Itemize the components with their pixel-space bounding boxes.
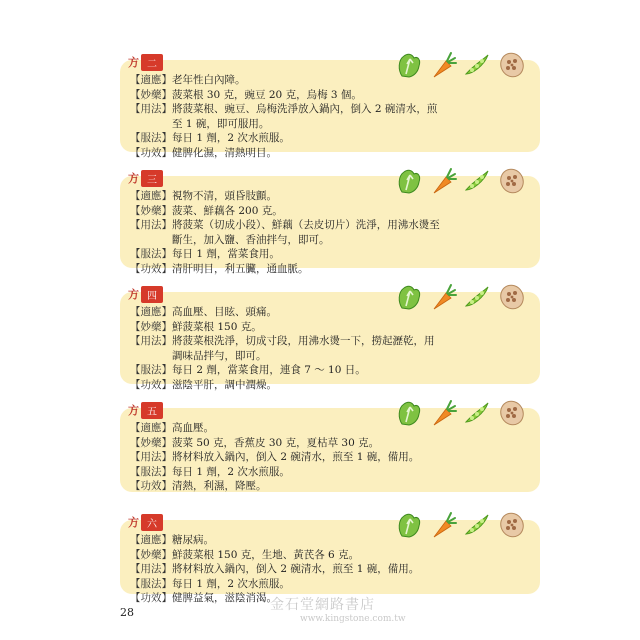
row-value-fufa: 每日 1 劑，2 次水煎服。 bbox=[172, 465, 290, 478]
row-value-shiying: 視物不清，頭昏肢顫。 bbox=[172, 190, 277, 202]
recipe-row-gongxiao bbox=[130, 262, 440, 277]
recipe-row-shiying bbox=[130, 421, 440, 436]
recipe-rows bbox=[130, 189, 440, 276]
recipe-header bbox=[128, 402, 163, 418]
recipe-card bbox=[120, 288, 540, 391]
row-label-shiying: 【適應】 bbox=[130, 306, 172, 318]
recipe-row-yongfa bbox=[130, 334, 440, 363]
recipe-row-yongfa bbox=[130, 102, 440, 131]
row-value-yongfa: 將菠菜（切成小段）、鮮藕（去皮切片）洗淨，用沸水燙至斷生，加入鹽、香油拌勻，即可。 bbox=[172, 219, 440, 246]
row-value-shiying: 高血壓、目眩、頭痛。 bbox=[172, 306, 277, 318]
row-value-fufa: 每日 1 劑，當菜食用。 bbox=[172, 248, 280, 260]
fang-label: 方 bbox=[128, 516, 139, 529]
recipe-number: 五 bbox=[141, 402, 163, 419]
recipe-card bbox=[120, 172, 540, 275]
recipe-card bbox=[120, 516, 540, 604]
row-label-miaoyao: 【妙藥】 bbox=[130, 436, 172, 449]
row-label-gongxiao: 【功效】 bbox=[130, 480, 172, 492]
recipe-row-gongxiao bbox=[130, 146, 440, 161]
row-value-gongxiao: 健脾益氣，滋陰消渴。 bbox=[172, 592, 277, 604]
recipe-row-yongfa bbox=[130, 450, 440, 465]
row-value-shiying: 高血壓。 bbox=[172, 422, 214, 434]
row-value-gongxiao: 健脾化濕，清熱明目。 bbox=[172, 146, 277, 159]
row-value-miaoyao: 鮮菠菜根 150 克，生地、黃芪各 6 克。 bbox=[172, 548, 360, 561]
row-label-shiying: 【適應】 bbox=[130, 422, 172, 434]
recipe-rows bbox=[130, 73, 440, 160]
row-label-fufa: 【服法】 bbox=[130, 577, 172, 590]
fang-label: 方 bbox=[128, 56, 139, 69]
row-value-yongfa: 將菠菜根、豌豆、烏梅洗淨放入鍋內，倒入 2 碗清水，煎至 1 碗，即可服用。 bbox=[172, 103, 438, 130]
fang-label: 方 bbox=[128, 404, 139, 417]
recipe-row-miaoyao bbox=[130, 548, 440, 563]
row-label-yongfa: 【用法】 bbox=[130, 219, 172, 231]
row-value-yongfa: 將材料放入鍋內，倒入 2 碗清水，煎至 1 碗，備用。 bbox=[172, 451, 420, 463]
recipe-row-yongfa bbox=[130, 562, 440, 577]
row-label-yongfa: 【用法】 bbox=[130, 335, 172, 347]
recipe-row-gongxiao bbox=[130, 479, 440, 494]
recipe-row-shiying bbox=[130, 73, 440, 88]
row-label-gongxiao: 【功效】 bbox=[130, 592, 172, 604]
recipe-row-fufa bbox=[130, 131, 440, 146]
row-label-miaoyao: 【妙藥】 bbox=[130, 204, 172, 217]
row-value-gongxiao: 清肝明目，利五臟，通血脈。 bbox=[172, 262, 309, 275]
recipe-number: 三 bbox=[141, 170, 163, 187]
row-value-shiying: 老年性白內障。 bbox=[172, 74, 246, 86]
row-label-yongfa: 【用法】 bbox=[130, 563, 172, 575]
row-value-miaoyao: 菠菜 50 克，香蕉皮 30 克，夏枯草 30 克。 bbox=[172, 436, 380, 449]
pea-pod-icon bbox=[462, 50, 492, 80]
recipe-number: 四 bbox=[141, 286, 163, 303]
row-label-miaoyao: 【妙藥】 bbox=[130, 88, 172, 101]
row-value-gongxiao: 清熱，利濕，降壓。 bbox=[172, 480, 267, 492]
pea-pod-icon bbox=[462, 166, 492, 196]
row-label-shiying: 【適應】 bbox=[130, 190, 172, 202]
lotus-root-icon bbox=[496, 510, 526, 540]
recipe-rows bbox=[130, 305, 440, 392]
row-value-yongfa: 將材料放入鍋內，倒入 2 碗清水，煎至 1 碗，備用。 bbox=[172, 563, 420, 575]
row-label-yongfa: 【用法】 bbox=[130, 103, 172, 115]
recipe-row-fufa bbox=[130, 465, 440, 480]
recipe-row-gongxiao bbox=[130, 378, 440, 393]
row-label-miaoyao: 【妙藥】 bbox=[130, 548, 172, 561]
row-label-gongxiao: 【功效】 bbox=[130, 378, 172, 391]
recipe-row-shiying bbox=[130, 305, 440, 320]
row-label-fufa: 【服法】 bbox=[130, 248, 172, 260]
fang-label: 方 bbox=[128, 288, 139, 301]
row-label-miaoyao: 【妙藥】 bbox=[130, 320, 172, 333]
row-value-gongxiao: 滋陰平肝，調中潤燥。 bbox=[172, 378, 277, 391]
row-label-gongxiao: 【功效】 bbox=[130, 262, 172, 275]
recipe-row-shiying bbox=[130, 189, 440, 204]
row-value-miaoyao: 鮮菠菜根 150 克。 bbox=[172, 320, 262, 333]
row-value-miaoyao: 菠菜、鮮藕各 200 克。 bbox=[172, 204, 283, 217]
fang-label: 方 bbox=[128, 172, 139, 185]
watermark: 金石堂網路書店 bbox=[270, 597, 375, 613]
recipe-row-fufa bbox=[130, 577, 440, 592]
pea-pod-icon bbox=[462, 398, 492, 428]
recipe-card bbox=[120, 404, 540, 492]
recipe-row-miaoyao bbox=[130, 436, 440, 451]
recipe-header bbox=[128, 170, 163, 186]
recipe-row-shiying bbox=[130, 533, 440, 548]
row-label-fufa: 【服法】 bbox=[130, 132, 172, 144]
pea-pod-icon bbox=[462, 510, 492, 540]
row-value-shiying: 糖尿病。 bbox=[172, 534, 214, 546]
lotus-root-icon bbox=[496, 398, 526, 428]
recipe-number: 二 bbox=[141, 54, 163, 71]
row-value-yongfa: 將菠菜根洗淨，切成寸段，用沸水燙一下，撈起瀝乾，用調味品拌勻，即可。 bbox=[172, 335, 435, 362]
row-label-shiying: 【適應】 bbox=[130, 74, 172, 86]
recipe-row-miaoyao bbox=[130, 204, 440, 219]
page-number: 28 bbox=[120, 606, 134, 619]
row-value-miaoyao: 菠菜根 30 克，豌豆 20 克，烏梅 3 個。 bbox=[172, 88, 362, 101]
lotus-root-icon bbox=[496, 166, 526, 196]
row-label-fufa: 【服法】 bbox=[130, 364, 172, 376]
watermark-url: www.kingstone.com.tw bbox=[300, 614, 406, 624]
recipe-header bbox=[128, 514, 163, 530]
recipe-row-yongfa bbox=[130, 218, 440, 247]
recipe-header bbox=[128, 54, 163, 70]
recipe-number: 六 bbox=[141, 514, 163, 531]
row-label-yongfa: 【用法】 bbox=[130, 451, 172, 463]
row-value-fufa: 每日 1 劑，2 次水煎服。 bbox=[172, 132, 290, 144]
row-value-fufa: 每日 2 劑，當菜食用，連食 7 ～ 10 日。 bbox=[172, 364, 366, 376]
lotus-root-icon bbox=[496, 50, 526, 80]
pea-pod-icon bbox=[462, 282, 492, 312]
recipe-card bbox=[120, 56, 540, 159]
row-label-shiying: 【適應】 bbox=[130, 534, 172, 546]
recipe-header bbox=[128, 286, 163, 302]
recipe-rows bbox=[130, 421, 440, 494]
recipe-row-fufa bbox=[130, 247, 440, 262]
lotus-root-icon bbox=[496, 282, 526, 312]
recipe-row-miaoyao bbox=[130, 320, 440, 335]
row-value-fufa: 每日 1 劑，2 次水煎服。 bbox=[172, 577, 290, 590]
recipe-row-fufa bbox=[130, 363, 440, 378]
row-label-gongxiao: 【功效】 bbox=[130, 146, 172, 159]
row-label-fufa: 【服法】 bbox=[130, 465, 172, 478]
recipe-row-miaoyao bbox=[130, 88, 440, 103]
